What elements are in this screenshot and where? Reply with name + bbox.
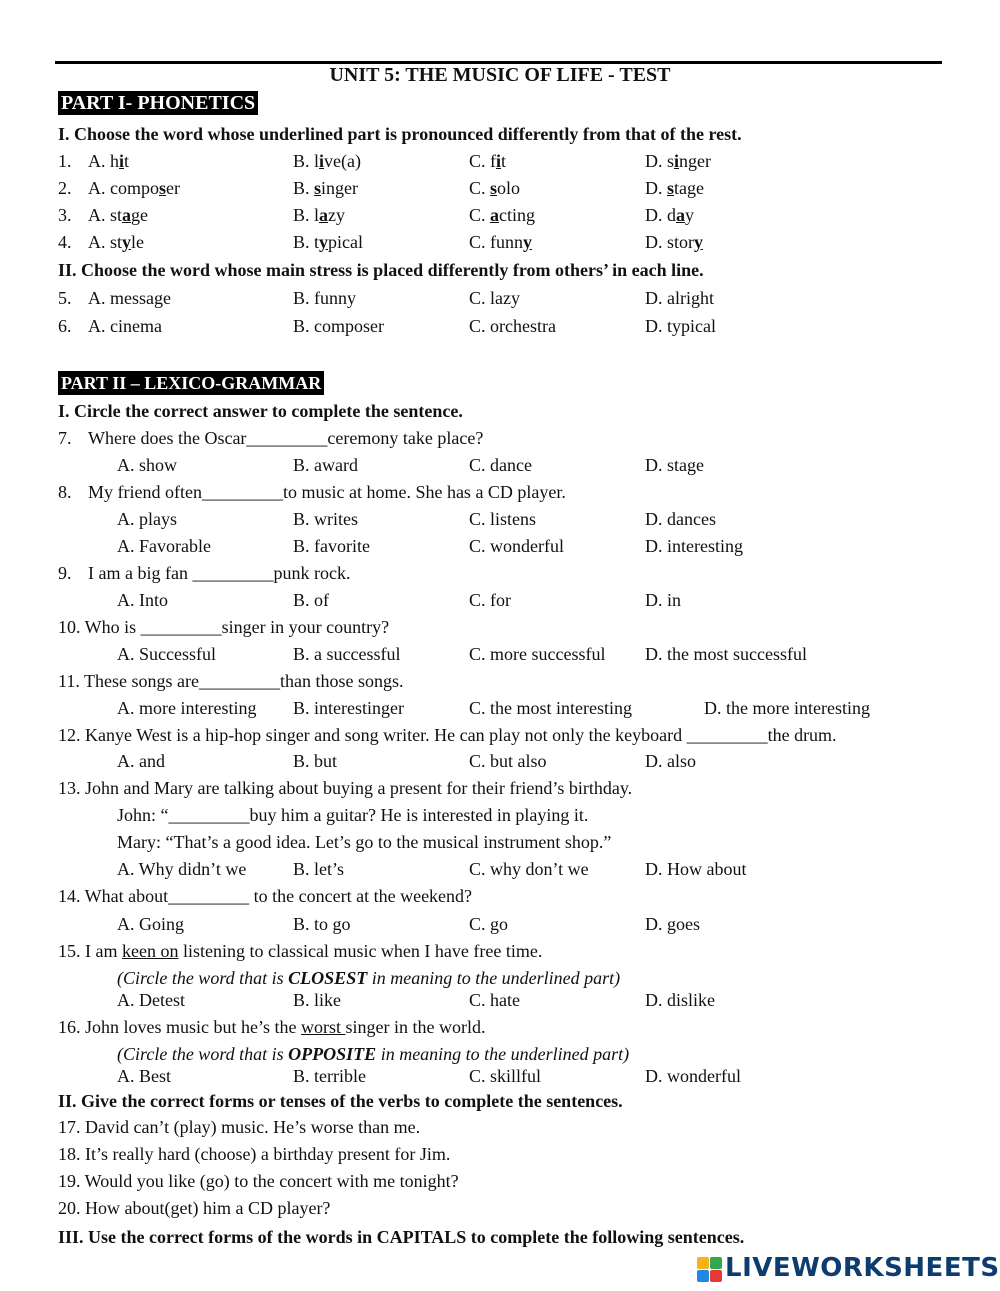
option-d[interactable]: D. typical	[645, 316, 716, 336]
instruction-text: in meaning to the underlined part)	[376, 1044, 630, 1064]
q-number: 7.	[58, 428, 72, 448]
option-d[interactable]: D. dislike	[645, 990, 715, 1010]
q-number: 9.	[58, 563, 72, 583]
opt-text: inger	[321, 178, 359, 198]
underlined-letter: i	[674, 151, 680, 171]
underlined-letter: y	[523, 232, 532, 252]
opt-text: A. st	[88, 232, 123, 252]
option-a[interactable]: A. more interesting	[117, 698, 257, 718]
option-c[interactable]: C. lazy	[469, 288, 520, 308]
underlined-letter: a	[490, 205, 500, 225]
option-a[interactable]: A. Into	[117, 590, 168, 610]
option-d[interactable]: D. in	[645, 590, 681, 610]
option-d[interactable]: D. also	[645, 751, 696, 771]
option-b[interactable]: B. let’s	[293, 859, 345, 879]
instruction-text: (Circle the word that is	[117, 968, 289, 988]
option-a[interactable]: A. Best	[117, 1066, 171, 1086]
option-c[interactable]	[469, 204, 535, 226]
underlined-letter: a	[122, 205, 132, 225]
question-17: 17. David can’t (play) music. He’s worse than me.	[58, 1117, 421, 1137]
question-18: 18. It’s really hard (choose) a birthday present for Jim.	[58, 1144, 451, 1164]
question-15-instruction	[117, 967, 620, 989]
liveworksheets-logo-icon	[697, 1257, 723, 1283]
option-b[interactable]	[293, 150, 361, 172]
option-d[interactable]	[645, 231, 703, 253]
option-c[interactable]	[469, 150, 506, 172]
logo-block	[697, 1257, 709, 1269]
option-b[interactable]: B. funny	[293, 288, 356, 308]
option-d[interactable]: D. stage	[645, 455, 704, 475]
option-a[interactable]	[88, 231, 144, 253]
option-b[interactable]: B. writes	[293, 509, 358, 529]
option-a[interactable]	[88, 150, 129, 172]
opt-text: y	[685, 205, 694, 225]
opt-text: C. f	[469, 151, 496, 171]
opt-text: cting	[499, 205, 536, 225]
option-c[interactable]: C. but also	[469, 751, 547, 771]
opt-text: A. h	[88, 151, 119, 171]
instruction-keyword: OPPOSITE	[288, 1044, 377, 1064]
option-d[interactable]	[645, 204, 694, 226]
opt-text: A. compo	[88, 178, 159, 198]
page-title: UNIT 5: THE MUSIC OF LIFE - TEST	[329, 64, 671, 86]
option-b[interactable]: B. a successful	[293, 644, 401, 664]
part1-section2-instruction: II. Choose the word whose main stress is placed differently from others’ in each line.	[58, 260, 704, 280]
option-c[interactable]: C. skillful	[469, 1066, 542, 1086]
option-d[interactable]: D. alright	[645, 288, 714, 308]
question-13-stem: 13. John and Mary are talking about buying a present for their friend’s birthday.	[58, 778, 633, 798]
underlined-letter: s	[667, 178, 675, 198]
option-a[interactable]: A. plays	[117, 509, 177, 529]
question-16-stem	[58, 1016, 485, 1038]
part2-heading: PART II – LEXICO-GRAMMAR	[58, 371, 324, 395]
q-number: 5.	[58, 288, 72, 308]
opt-text: pical	[328, 232, 363, 252]
option-b[interactable]: B. composer	[293, 316, 384, 336]
underlined-letter: y	[694, 232, 703, 252]
option-b[interactable]	[293, 204, 345, 226]
question-19: 19. Would you like (go) to the concert with me tonight?	[58, 1171, 459, 1191]
opt-text: t	[501, 151, 507, 171]
opt-text: zy	[328, 205, 346, 225]
opt-text: D.	[645, 178, 667, 198]
option-c[interactable]: C. dance	[469, 455, 532, 475]
underlined-letter: a	[319, 205, 329, 225]
underlined-letter: y	[122, 232, 132, 252]
question-14-stem: 14. What about_________ to the concert at the weekend?	[58, 886, 473, 906]
instruction-text: (Circle the word that is	[117, 1044, 289, 1064]
option-c[interactable]	[469, 177, 520, 199]
option-d[interactable]: D. wonderful	[645, 1066, 741, 1086]
question-9-stem: I am a big fan _________punk rock.	[88, 563, 351, 583]
question-8-stem: My friend often_________to music at home. She has a CD player.	[88, 482, 566, 502]
part1-section1-instruction: I. Choose the word whose underlined part is pronounced differently from that of the rest.	[58, 124, 742, 144]
underlined-letter: a	[676, 205, 685, 225]
opt-text: D. s	[645, 151, 675, 171]
part2-section2-instruction: II. Give the correct forms or tenses of the verbs to complete the sentences.	[58, 1091, 623, 1111]
opt-text: ve(a)	[324, 151, 361, 171]
option-d[interactable]: D. dances	[645, 509, 716, 529]
opt-text: le	[131, 232, 145, 252]
opt-text: D. stor	[645, 232, 694, 252]
option-c[interactable]: C. the most interesting	[469, 698, 632, 718]
option-b[interactable]: B. interestinger	[293, 698, 404, 718]
underlined-letter: s	[314, 178, 322, 198]
opt-text: t	[124, 151, 130, 171]
option-a[interactable]: A. message	[88, 288, 171, 308]
part2-section3-instruction: III. Use the correct forms of the words in CAPITALS to complete the following sentences.	[58, 1227, 745, 1247]
option-d[interactable]: D. goes	[645, 914, 700, 934]
option-d[interactable]: D. interesting	[645, 536, 743, 556]
opt-text: olo	[497, 178, 521, 198]
option-c[interactable]: C. listens	[469, 509, 537, 529]
option-c[interactable]: C. for	[469, 590, 511, 610]
logo-block	[710, 1270, 722, 1282]
opt-text: er	[166, 178, 180, 198]
question-11-stem: 11. These songs are_________than those songs.	[58, 671, 404, 691]
opt-text: B. l	[293, 205, 320, 225]
underlined-letter: i	[119, 151, 125, 171]
question-10-stem: 10. Who is _________singer in your country?	[58, 617, 390, 637]
part2-section1-instruction: I. Circle the correct answer to complete the sentence.	[58, 401, 463, 421]
option-a[interactable]: A. Successful	[117, 644, 216, 664]
q-number: 6.	[58, 316, 72, 336]
option-a[interactable]: A. Going	[117, 914, 184, 934]
option-b[interactable]: B. of	[293, 590, 329, 610]
option-a[interactable]: A. Detest	[117, 990, 185, 1010]
q-number: 4.	[58, 232, 72, 252]
logo-block	[697, 1270, 709, 1282]
option-a[interactable]	[88, 177, 180, 199]
opt-text: B.	[293, 178, 315, 198]
option-c[interactable]: C. more successful	[469, 644, 606, 664]
opt-text: B. t	[293, 232, 320, 252]
logo-block	[710, 1257, 722, 1269]
option-b[interactable]: B. award	[293, 455, 358, 475]
q-number: 2.	[58, 178, 72, 198]
underlined-phrase: keen on	[121, 941, 179, 961]
option-a[interactable]	[88, 204, 148, 226]
option-a[interactable]: A. cinema	[88, 316, 162, 336]
option-d[interactable]: D. the most successful	[645, 644, 807, 664]
option-a[interactable]: A. show	[117, 455, 178, 475]
opt-text: C.	[469, 178, 491, 198]
underlined-letter: s	[490, 178, 498, 198]
question-7-stem: Where does the Oscar_________ceremony take place?	[88, 428, 484, 448]
opt-text: B. l	[293, 151, 320, 171]
option-b[interactable]: B. like	[293, 990, 341, 1010]
stem-text: singer in the world.	[345, 1017, 486, 1037]
underlined-letter: i	[319, 151, 325, 171]
option-c[interactable]: C. wonderful	[469, 536, 564, 556]
opt-text: D. d	[645, 205, 676, 225]
underlined-phrase: worst	[300, 1017, 346, 1037]
option-a[interactable]: A. and	[117, 751, 165, 771]
question-20: 20. How about(get) him a CD player?	[58, 1198, 331, 1218]
underlined-letter: i	[496, 151, 502, 171]
option-d[interactable]: D. How about	[645, 859, 747, 879]
option-c[interactable]: C. orchestra	[469, 316, 556, 336]
part1-heading: PART I- PHONETICS	[58, 91, 258, 115]
stem-text: listening to classical music when I have free time.	[178, 941, 543, 961]
option-b[interactable]: B. but	[293, 751, 338, 771]
option-b[interactable]: B. favorite	[293, 536, 370, 556]
option-d[interactable]	[645, 177, 704, 199]
question-12-stem: 12. Kanye West is a hip-hop singer and song writer. He can play not only the keyboard _________the drum.	[58, 725, 837, 745]
option-b[interactable]: B. terrible	[293, 1066, 366, 1086]
opt-text: A. st	[88, 205, 123, 225]
opt-text: C. funn	[469, 232, 523, 252]
option-d[interactable]	[645, 150, 711, 172]
instruction-text: in meaning to the underlined part)	[367, 968, 621, 988]
option-b[interactable]: B. to go	[293, 914, 351, 934]
q-number: 1.	[58, 151, 72, 171]
opt-text: ge	[131, 205, 149, 225]
question-15-stem	[58, 940, 542, 962]
dialogue-mary: Mary: “That’s a good idea. Let’s go to the musical instrument shop.”	[117, 832, 612, 852]
underlined-letter: y	[319, 232, 329, 252]
stem-text: 16. John loves music but he’s the	[58, 1017, 301, 1037]
option-c[interactable]	[469, 231, 532, 253]
dialogue-john: John: “_________buy him a guitar? He is interested in playing it.	[117, 805, 589, 825]
instruction-keyword: CLOSEST	[288, 968, 368, 988]
stem-text: 15. I am	[58, 941, 122, 961]
opt-text: C.	[469, 205, 491, 225]
option-c[interactable]: C. go	[469, 914, 509, 934]
q-number: 3.	[58, 205, 72, 225]
option-b[interactable]	[293, 231, 363, 253]
option-d[interactable]: D. the more interesting	[704, 698, 870, 718]
option-a[interactable]: A. Favorable	[117, 536, 211, 556]
option-c[interactable]: C. why don’t we	[469, 859, 589, 879]
question-16-instruction	[117, 1043, 629, 1065]
option-a[interactable]: A. Why didn’t we	[117, 859, 247, 879]
option-c[interactable]: C. hate	[469, 990, 520, 1010]
q-number: 8.	[58, 482, 72, 502]
opt-text: nger	[679, 151, 712, 171]
opt-text: tage	[674, 178, 704, 198]
underlined-letter: s	[159, 178, 167, 198]
option-b[interactable]	[293, 177, 358, 199]
liveworksheets-logo-text: LIVEWORKSHEETS	[725, 1253, 1000, 1283]
